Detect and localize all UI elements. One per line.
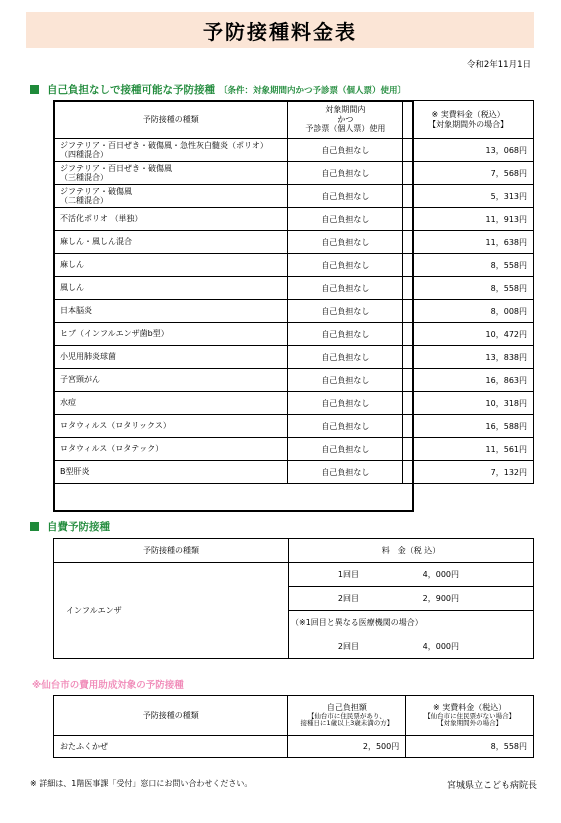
table-row [54, 563, 534, 587]
header-period: 対象期間内 かつ 予診票（個人票）使用 [288, 101, 403, 139]
subsidy-table [53, 695, 534, 758]
table-row [54, 392, 534, 415]
table-row [54, 438, 534, 461]
status-cell: 自己負担なし [288, 185, 403, 208]
section1-condition: 〔条件：対象期間内かつ予診票（個人票）使用〕 [219, 86, 407, 96]
table-row [54, 323, 534, 346]
vaccine-name: 風しん [54, 277, 288, 300]
fee-cell: 8，008円 [403, 300, 534, 323]
table-row [54, 185, 534, 208]
vaccine-name: 小児用肺炎球菌 [54, 346, 288, 369]
dose1-cell: 1回目 4，000円 [289, 563, 534, 587]
fee-cell: 7，132円 [403, 461, 534, 484]
vaccine-name: B型肝炎 [54, 461, 288, 484]
table-row [54, 231, 534, 254]
table-row [54, 277, 534, 300]
fee-cell: 11，913円 [403, 208, 534, 231]
title-banner [26, 12, 534, 48]
issue-date: 令和2年11月1日 [466, 60, 531, 70]
status-cell: 自己負担なし [288, 208, 403, 231]
vaccine-name: 麻しん・風しん混合 [54, 231, 288, 254]
vaccine-name: 水痘 [54, 392, 288, 415]
vaccine-name: インフルエンザ [54, 563, 289, 659]
table-row [54, 139, 534, 162]
page-title: 予防接種料金表 [203, 19, 357, 44]
fee-cell: 10，472円 [403, 323, 534, 346]
status-cell: 自己負担なし [288, 323, 403, 346]
table-row [54, 461, 534, 484]
table-row [54, 736, 534, 758]
fee-cell: 5，313円 [403, 185, 534, 208]
green-square-icon [30, 85, 39, 94]
table-row [54, 369, 534, 392]
vaccine-name: 麻しん [54, 254, 288, 277]
status-cell: 自己負担なし [288, 139, 403, 162]
footnote: ※ 詳細は、1階医事課「受付」窓口にお問い合わせください。 [30, 779, 253, 788]
vaccine-name: ジフテリア・百日ぜき・破傷風 （三種混合） [54, 162, 288, 185]
table-row [54, 162, 534, 185]
fee-cell: 13，068円 [403, 139, 534, 162]
status-cell: 自己負担なし [288, 415, 403, 438]
self-fee: 2，500円 [288, 736, 406, 758]
status-cell: 自己負担なし [288, 392, 403, 415]
self-pay-table [53, 538, 534, 659]
vaccine-name: ヒブ（インフルエンザ菌b型） [54, 323, 288, 346]
dose2-cell: 2回目 2，900円 [289, 587, 534, 611]
fee-cell: 11，561円 [403, 438, 534, 461]
vaccine-name: ロタウィルス（ロタテック） [54, 438, 288, 461]
header-fee: ※ 実費料金（税込） 【仙台市に住民票がない場合】 【対象期間外の場合】 [406, 696, 534, 736]
table-row [54, 300, 534, 323]
vaccine-name: ジフテリア・破傷風 （二種混合） [54, 185, 288, 208]
status-cell: 自己負担なし [288, 346, 403, 369]
status-cell: 自己負担なし [288, 438, 403, 461]
free-vaccination-table [53, 100, 534, 484]
vaccine-name: ロタウィルス（ロタリックス） [54, 415, 288, 438]
status-cell: 自己負担なし [288, 461, 403, 484]
actual-fee: 8，558円 [406, 736, 534, 758]
fee-cell: 11，638円 [403, 231, 534, 254]
vaccine-name: 子宮頸がん [54, 369, 288, 392]
section1-heading: 自己負担なしで接種可能な予防接種 〔条件：対象期間内かつ予診票（個人票）使用〕 [30, 82, 406, 97]
status-cell: 自己負担なし [288, 300, 403, 323]
status-cell: 自己負担なし [288, 277, 403, 300]
fee-cell: 13，838円 [403, 346, 534, 369]
header-type: 予防接種の種類 [54, 696, 288, 736]
table-row [54, 208, 534, 231]
dose2b-cell: 2回目 4，000円 [289, 635, 534, 659]
fee-cell: 7，568円 [403, 162, 534, 185]
section3-heading: ※仙台市の費用助成対象の予防接種 [32, 680, 184, 691]
vaccine-name: ジフテリア・百日ぜき・破傷風・急性灰白髄炎（ポリオ） （四種混合） [54, 139, 288, 162]
fee-cell: 16，863円 [403, 369, 534, 392]
table-row [54, 415, 534, 438]
green-square-icon [30, 522, 39, 531]
fee-cell: 8，558円 [403, 277, 534, 300]
note-cell: （※1回目と異なる医療機関の場合） [289, 611, 534, 635]
section2-heading: 自費予防接種 [30, 519, 110, 534]
table-header-row [54, 101, 534, 139]
header-self: 自己負担額 【仙台市に住民票があり、 接種日に1歳以上3歳未満の方】 [288, 696, 406, 736]
vaccine-name: 不活化ポリオ （単独） [54, 208, 288, 231]
fee-cell: 16，588円 [403, 415, 534, 438]
status-cell: 自己負担なし [288, 254, 403, 277]
fee-cell: 8，558円 [403, 254, 534, 277]
fee-cell: 10，318円 [403, 392, 534, 415]
status-cell: 自己負担なし [288, 369, 403, 392]
signature: 宮城県立こども病院長 [446, 781, 537, 791]
header-type: 予防接種の種類 [54, 539, 289, 563]
status-cell: 自己負担なし [288, 231, 403, 254]
table-header-row [54, 696, 534, 736]
table-header-row [54, 539, 534, 563]
vaccine-name: 日本脳炎 [54, 300, 288, 323]
table-row [54, 346, 534, 369]
header-fee: 料 金（税 込） [289, 539, 534, 563]
header-fee: ※ 実費料金（税込） 【対象期間外の場合】 [403, 101, 534, 139]
status-cell: 自己負担なし [288, 162, 403, 185]
vaccine-name: おたふくかぜ [54, 736, 288, 758]
header-type: 予防接種の種類 [54, 101, 288, 139]
table-row [54, 254, 534, 277]
